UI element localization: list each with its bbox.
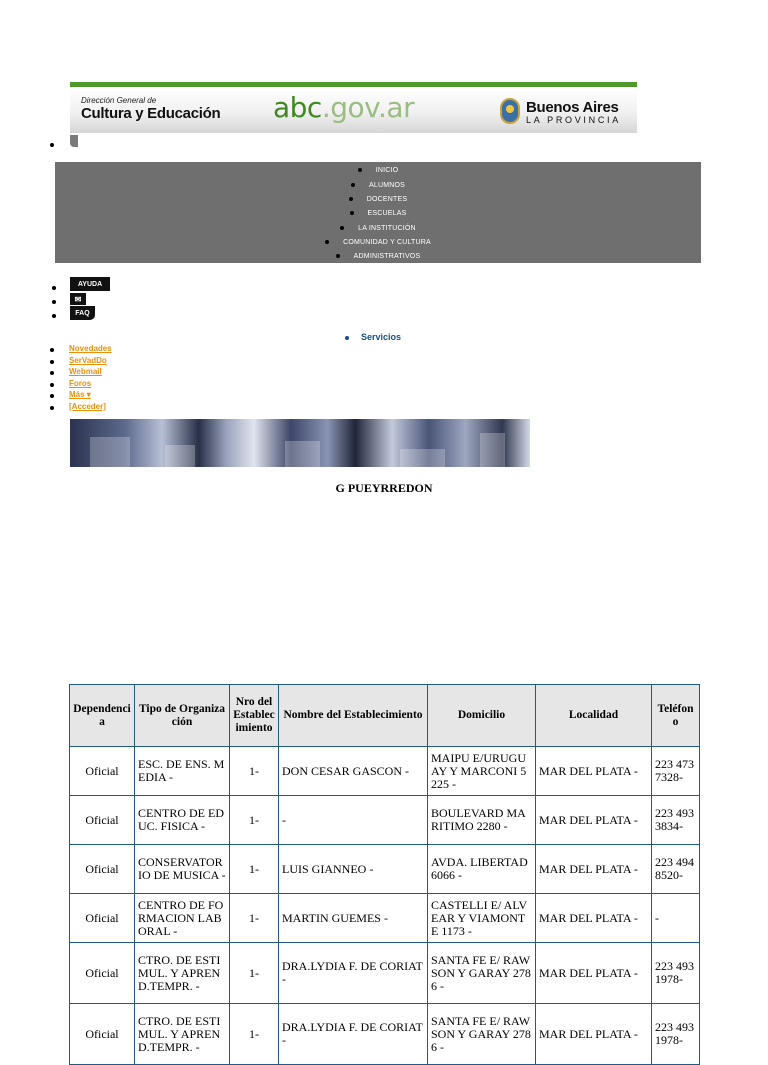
dgce-logo-line2: Cultura y Educación bbox=[81, 105, 221, 122]
cell-tipo: CTRO. DE ESTIMUL. Y APREND.TEMPR. - bbox=[135, 1004, 230, 1065]
servicios-link[interactable] bbox=[345, 332, 401, 342]
link-foros[interactable]: Foros bbox=[69, 378, 92, 388]
cell-localidad: MAR DEL PLATA - bbox=[536, 943, 652, 1004]
cell-nro: 1- bbox=[230, 747, 279, 796]
nav-label: ADMINISTRATIVOS bbox=[353, 253, 421, 260]
col-domicilio: Domicilio bbox=[428, 685, 536, 747]
cell-domicilio: MAIPU E/URUGUAY Y MARCONI 5225 - bbox=[428, 747, 536, 796]
cell-localidad: MAR DEL PLATA - bbox=[536, 796, 652, 845]
cell-dependencia: Oficial bbox=[70, 845, 135, 894]
cell-domicilio: BOULEVARD MARITIMO 2280 - bbox=[428, 796, 536, 845]
abc-logo-part1: abc bbox=[273, 91, 322, 124]
nav-item-inicio[interactable] bbox=[55, 167, 701, 174]
cell-domicilio: SANTA FE E/ RAWSON Y GARAY 2786 - bbox=[428, 1004, 536, 1065]
nav-label: ALUMNOS bbox=[368, 182, 406, 189]
nav-label: DOCENTES bbox=[366, 196, 408, 203]
faq-button[interactable]: FAQ bbox=[70, 306, 95, 320]
nav-item-docentes[interactable] bbox=[55, 196, 701, 203]
nav-item-escuelas[interactable] bbox=[55, 210, 701, 217]
page-title: G PUEYRREDON bbox=[335, 481, 433, 495]
nav-item-la-institucion[interactable] bbox=[55, 225, 701, 232]
cell-telefono: - bbox=[652, 894, 700, 943]
cell-dependencia: Oficial bbox=[70, 894, 135, 943]
ba-logo-line2: LA PROVINCIA bbox=[526, 115, 621, 125]
list-bullet bbox=[50, 143, 54, 147]
cell-nombre: - bbox=[279, 796, 428, 845]
header-banner bbox=[70, 82, 637, 133]
nav-label: COMUNIDAD Y CULTURA bbox=[343, 239, 431, 246]
col-tipo-organizacion: Tipo de Organización bbox=[135, 685, 230, 747]
cell-nro: 1- bbox=[230, 1004, 279, 1065]
nav-item-comunidad-y-cultura[interactable] bbox=[55, 239, 701, 246]
cell-localidad: MAR DEL PLATA - bbox=[536, 1004, 652, 1065]
cell-nombre: DRA.LYDIA F. DE CORIAT - bbox=[279, 1004, 428, 1065]
cell-nro: 1- bbox=[230, 845, 279, 894]
cell-telefono: 223 4931978- bbox=[652, 943, 700, 1004]
table-row bbox=[70, 796, 700, 845]
cell-localidad: MAR DEL PLATA - bbox=[536, 747, 652, 796]
header-photo-strip bbox=[70, 419, 530, 467]
cell-localidad: MAR DEL PLATA - bbox=[536, 845, 652, 894]
table-row bbox=[70, 894, 700, 943]
table-header-row bbox=[70, 685, 700, 747]
abc-logo[interactable] bbox=[273, 91, 415, 124]
link-servaddo[interactable]: SerVadDo bbox=[69, 355, 107, 365]
cell-tipo: CENTRO DE EDUC. FISICA - bbox=[135, 796, 230, 845]
cell-telefono: 223 4933834- bbox=[652, 796, 700, 845]
province-shield-icon bbox=[500, 98, 520, 124]
table-row bbox=[70, 1004, 700, 1065]
cell-domicilio: SANTA FE E/ RAWSON Y GARAY 2786 - bbox=[428, 943, 536, 1004]
cell-domicilio: CASTELLI E/ ALVEAR Y VIAMONTE 1173 - bbox=[428, 894, 536, 943]
cell-tipo: CTRO. DE ESTIMUL. Y APREND.TEMPR. - bbox=[135, 943, 230, 1004]
nav-item-administrativos[interactable] bbox=[55, 253, 701, 260]
list-bullet bbox=[52, 314, 56, 318]
dgce-logo-line1: Dirección General de bbox=[81, 96, 157, 105]
ayuda-button[interactable]: AYUDA bbox=[70, 277, 110, 291]
table-row bbox=[70, 845, 700, 894]
link-novedades[interactable]: Novedades bbox=[69, 344, 112, 353]
cell-dependencia: Oficial bbox=[70, 796, 135, 845]
nav-label: ESCUELAS bbox=[367, 210, 407, 217]
cell-tipo: ESC. DE ENS. MEDIA - bbox=[135, 747, 230, 796]
cell-nro: 1- bbox=[230, 943, 279, 1004]
table-row bbox=[70, 747, 700, 796]
col-dependencia: Dependencia bbox=[70, 685, 135, 747]
nav-item-alumnos[interactable] bbox=[55, 182, 701, 189]
nav-label: LA INSTITUCIÓN bbox=[358, 225, 416, 232]
main-nav bbox=[55, 162, 701, 263]
cell-nombre: MARTIN GUEMES - bbox=[279, 894, 428, 943]
list-bullet bbox=[52, 300, 56, 304]
establishments-table bbox=[69, 684, 700, 1065]
nav-label: INICIO bbox=[375, 167, 399, 174]
link-mas[interactable]: Más ▾ bbox=[69, 390, 91, 400]
col-telefono: Teléfono bbox=[652, 685, 700, 747]
cell-nombre: DON CESAR GASCON - bbox=[279, 747, 428, 796]
cell-nombre: LUIS GIANNEO - bbox=[279, 845, 428, 894]
cell-dependencia: Oficial bbox=[70, 747, 135, 796]
cell-dependencia: Oficial bbox=[70, 1004, 135, 1065]
cell-dependencia: Oficial bbox=[70, 943, 135, 1004]
link-webmail[interactable]: Webmail bbox=[69, 367, 102, 377]
cell-telefono: 223 4931978- bbox=[652, 1004, 700, 1065]
servicios-label: Servicios bbox=[361, 332, 402, 342]
cell-nro: 1- bbox=[230, 796, 279, 845]
cell-nro: 1- bbox=[230, 894, 279, 943]
cell-telefono: 223 4948520- bbox=[652, 845, 700, 894]
cell-nombre: DRA.LYDIA F. DE CORIAT - bbox=[279, 943, 428, 1004]
table-row bbox=[70, 943, 700, 1004]
cell-tipo: CENTRO DE FORMACION LABORAL - bbox=[135, 894, 230, 943]
dgce-logo[interactable] bbox=[81, 97, 220, 121]
link-acceder[interactable]: [Acceder] bbox=[69, 401, 106, 411]
cell-tipo: CONSERVATORIO DE MUSICA - bbox=[135, 845, 230, 894]
col-nro-establecimiento: Nro del Establecimiento bbox=[230, 685, 279, 747]
list-bullet bbox=[52, 286, 56, 290]
col-nombre-establecimiento: Nombre del Establecimiento bbox=[279, 685, 428, 747]
abc-logo-part2: .gov.ar bbox=[321, 91, 415, 124]
mail-icon[interactable]: ✉ bbox=[70, 293, 86, 305]
cell-localidad: MAR DEL PLATA - bbox=[536, 894, 652, 943]
col-localidad: Localidad bbox=[536, 685, 652, 747]
ba-logo-line1: Buenos Aires bbox=[526, 99, 619, 116]
cell-domicilio: AVDA. LIBERTAD 6066 - bbox=[428, 845, 536, 894]
header-tab-stub bbox=[70, 135, 78, 147]
cell-telefono: 223 4737328- bbox=[652, 747, 700, 796]
